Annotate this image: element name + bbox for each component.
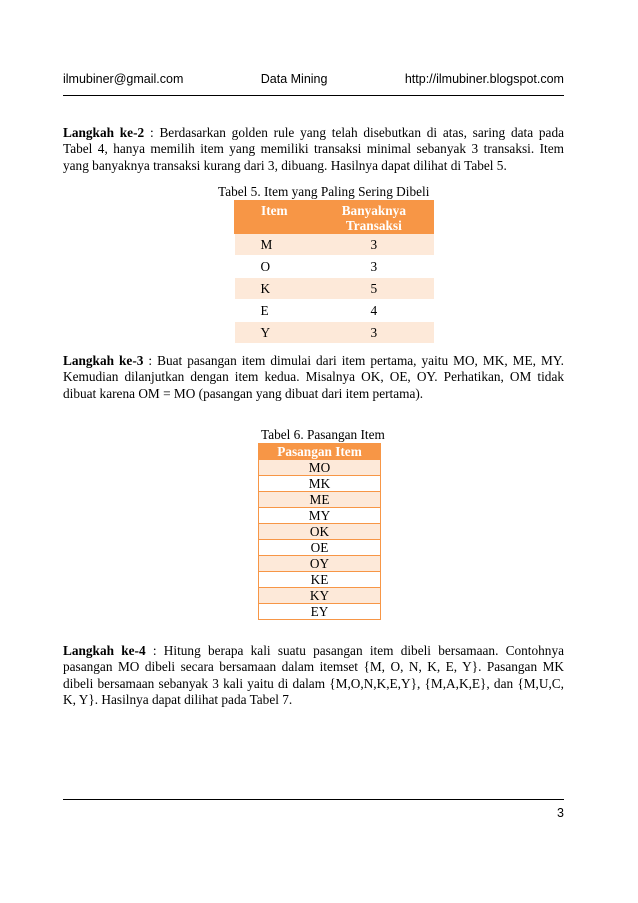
cell-count: 3	[314, 234, 433, 256]
cell-pair: MO	[259, 460, 381, 476]
table-row	[235, 300, 434, 322]
table-row	[235, 278, 434, 300]
cell-count: 5	[314, 278, 433, 300]
table-6-caption: Tabel 6. Pasangan Item	[261, 427, 385, 442]
footer-divider	[63, 799, 564, 800]
cell-count: 4	[314, 300, 433, 322]
table-row	[259, 476, 381, 492]
table-row	[259, 604, 381, 620]
cell-item: E	[235, 300, 315, 322]
table-6	[258, 443, 381, 620]
step-2-paragraph	[63, 125, 564, 174]
page-number: 3	[557, 806, 564, 820]
cell-pair: OY	[259, 556, 381, 572]
step-3-label: Langkah ke-3	[63, 353, 144, 368]
step-4-label: Langkah ke-4	[63, 643, 146, 658]
step-2-text: : Berdasarkan golden rule yang telah disebutkan di atas, saring data pada Tabel 4, hanya memilih item yang memiliki transaksi minimal sebanyak 3 transaksi. Item yang banyaknya transaksi kurang dari 3, dibuang. Hasilnya dapat dilihat di Tabel 5.	[63, 125, 565, 173]
step-3-text: : Buat pasangan item dimulai dari item pertama, yaitu MO, MK, ME, MY. Kemudian dilanjutkan dengan item kedua. Misalnya OK, OE, OY. Perhatikan, OM tidak dibuat karena OM = MO (pasangan yang dibuat dari item pertama).	[63, 353, 564, 401]
cell-item: O	[235, 256, 315, 278]
step-3-paragraph	[63, 353, 564, 402]
table-6-header: Pasangan Item	[259, 444, 381, 460]
cell-pair: MK	[259, 476, 381, 492]
table-row	[235, 256, 434, 278]
cell-pair: KE	[259, 572, 381, 588]
cell-pair: KY	[259, 588, 381, 604]
cell-pair: OE	[259, 540, 381, 556]
table-row	[259, 524, 381, 540]
header-email: ilmubiner@gmail.com	[63, 72, 184, 86]
table-5	[234, 200, 434, 343]
header-title: Data Mining	[260, 72, 328, 86]
header-divider	[63, 95, 564, 96]
table-row	[259, 556, 381, 572]
cell-item: K	[235, 278, 315, 300]
table-5-header-item: Item	[235, 201, 315, 234]
table-5-header-count: Banyaknya Transaksi	[314, 201, 433, 234]
table-row	[259, 588, 381, 604]
cell-count: 3	[314, 322, 433, 344]
cell-pair: MY	[259, 508, 381, 524]
step-4-text: : Hitung berapa kali suatu pasangan item dibeli bersamaan. Contohnya pasangan MO dibeli secara bersamaan dalam itemset {M, O, N, K, E, Y}. Pasangan MK dibeli bersamaan sebanyak 3 kali yaitu di dalam {M,O,N,K,E,Y}, {M,A,K,E}, dan {M,U,C, K, Y}. Hasilnya dapat dilihat pada Tabel 7.	[63, 643, 565, 708]
table-row	[259, 572, 381, 588]
table-row	[259, 492, 381, 508]
page-header	[63, 72, 564, 86]
table-row	[259, 508, 381, 524]
cell-count: 3	[314, 256, 433, 278]
table-row	[235, 322, 434, 344]
table-row	[235, 234, 434, 256]
cell-item: Y	[235, 322, 315, 344]
cell-pair: ME	[259, 492, 381, 508]
table-5-caption: Tabel 5. Item yang Paling Sering Dibeli	[218, 184, 430, 199]
header-url: http://ilmubiner.blogspot.com	[404, 72, 564, 86]
cell-pair: OK	[259, 524, 381, 540]
step-4-paragraph	[63, 643, 564, 709]
table-row	[259, 540, 381, 556]
table-row	[259, 460, 381, 476]
cell-item: M	[235, 234, 315, 256]
cell-pair: EY	[259, 604, 381, 620]
step-2-label: Langkah ke-2	[63, 125, 145, 140]
